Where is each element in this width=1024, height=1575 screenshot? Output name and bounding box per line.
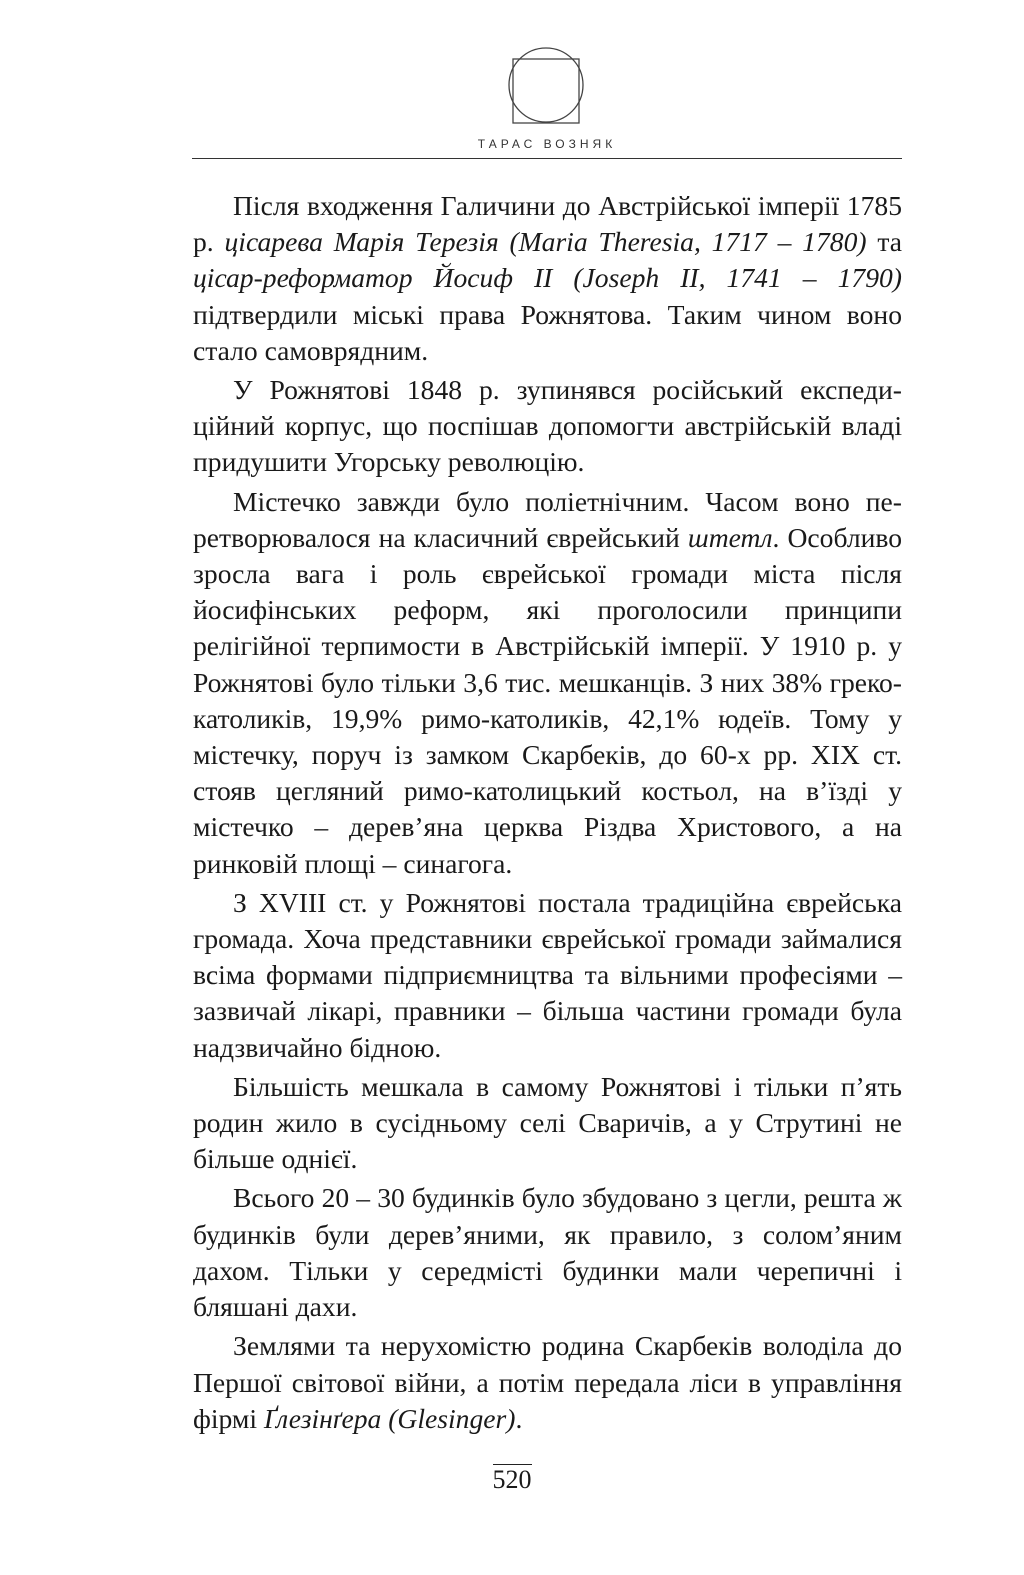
header-rule xyxy=(192,158,902,159)
text-run: . xyxy=(515,1402,523,1434)
paragraph xyxy=(193,484,902,882)
body-text xyxy=(193,188,902,1437)
italic-text: штетл xyxy=(687,521,773,553)
text-run: Всього 20 – 30 будинків було збудовано з цегли, решта ж будинків були дерев’яними, як правило, з солом’яним дахом. Тільки у середмісті будинки мали черепичні і бляшані дахи. xyxy=(193,1182,902,1323)
paragraph xyxy=(193,1069,902,1178)
text-run: та xyxy=(866,226,903,258)
publisher-logo-icon xyxy=(507,46,585,124)
paragraph xyxy=(193,188,902,369)
paragraph xyxy=(193,885,902,1066)
running-head-author: ТАРАС ВОЗНЯК xyxy=(477,137,617,151)
italic-text: цісар-реформатор Йосиф ІІ (Joseph II, 1741 – 1790) xyxy=(193,262,902,294)
text-run: Після входження Галичини до Австрійської імперії 1785 р. xyxy=(193,190,902,258)
paragraph xyxy=(193,372,902,481)
page-number xyxy=(0,1465,1024,1495)
text-run: У Рожнятові 1848 р. зупинявся російський експедиційний корпус, що поспішав допомогти австрійській владі придушити Угорську революцію. xyxy=(193,374,902,478)
text-run: Більшість мешкала в самому Рожнятові і тільки п’ять родин жило в сусідньому селі Сваричів, а у Струтині не більше однієї. xyxy=(193,1070,902,1175)
page-number-label: 520 xyxy=(492,1465,532,1494)
paragraph xyxy=(193,1180,902,1325)
text-run: підтвердили міські права Рожнятова. Таким чином воно стало самоврядним. xyxy=(193,298,902,366)
paragraph xyxy=(193,1328,902,1437)
italic-text: цісарева Марія Терезія (Maria Theresia, 1717 – 1780) xyxy=(224,226,867,258)
text-run: Містечко завжди було поліетнічним. Часом воно перетворювалося на класичний єврейський xyxy=(193,485,902,553)
italic-text: Ґлезінґера (Glesinger) xyxy=(263,1402,516,1434)
text-run: Землями та нерухомістю родина Скарбеків володіла до Першої світової війни, а потім передала ліси в управління фірмі xyxy=(193,1330,902,1434)
text-run: З XVIII ст. у Рожнятові постала традиційна єврейська громада. Хоча представники єврейської громади займалися всіма формами підприємництва та вільними професіями – зазвичай лікарі, правники – більша частини громади була надзвичайно бідною. xyxy=(193,886,902,1063)
text-run: . Особливо зросла вага і роль єврейської громади міста після йосифінських реформ, які проголосили принципи релігійної терпимости в Австрійській імперії. У 1910 р. у Рожнятові було тільки 3,6 тис. мешканців. З них 38% греко-католиків, 19,9% римо-католиків, 42,1% юдеїв. Тому у містечку, поруч із замком Скарбеків, до 60-х рр. XIX ст. стояв цегляний римо-католицький костьол, на в’їзді у містечко – дерев’яна церква Різдва Христового, а на ринковій площі – синагога. xyxy=(193,521,902,879)
